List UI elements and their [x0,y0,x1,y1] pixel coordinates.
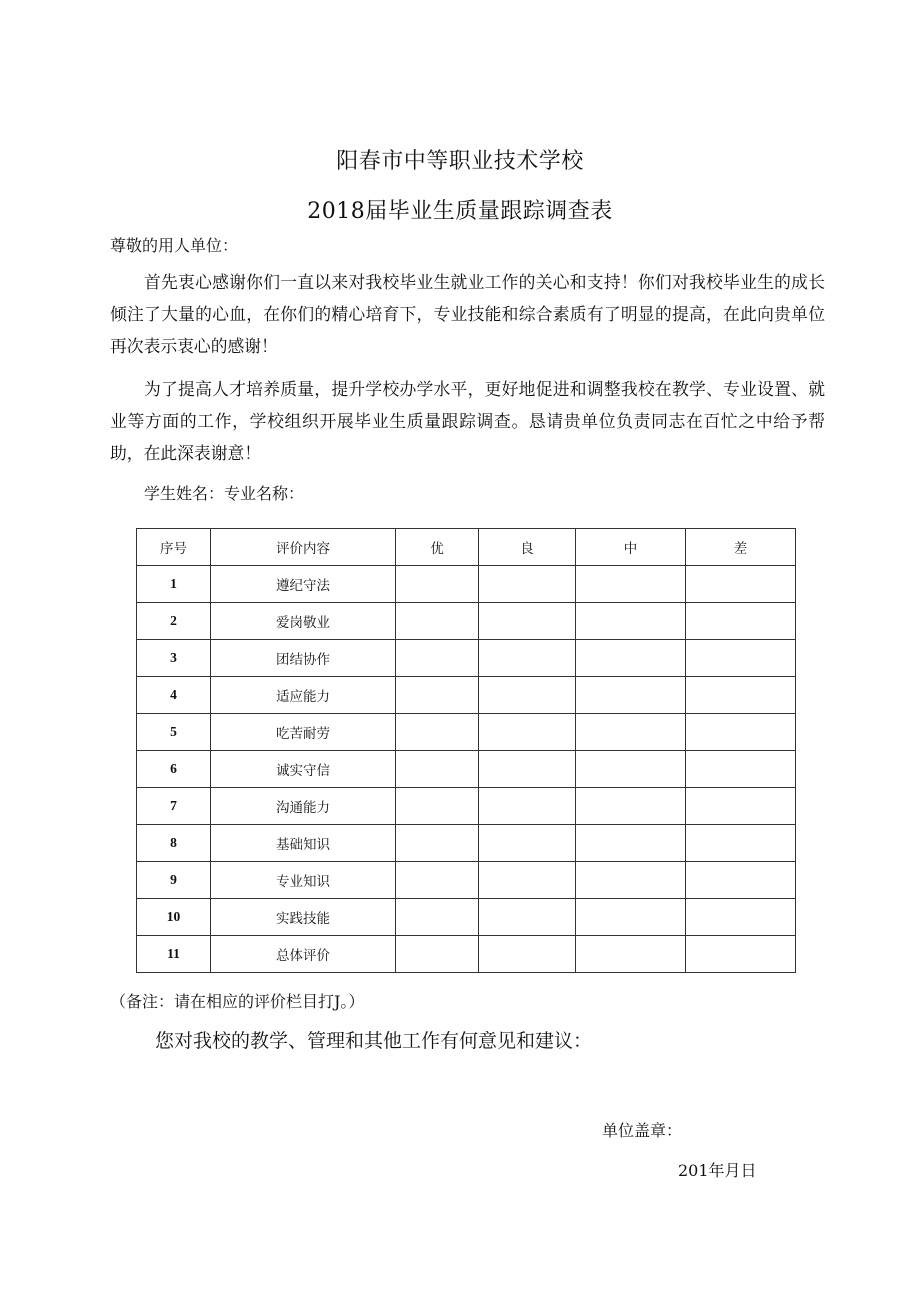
rating-poor-cell[interactable] [686,825,796,862]
rating-poor-cell[interactable] [686,788,796,825]
row-item: 实践技能 [211,899,396,936]
rating-good-cell[interactable] [479,603,576,640]
salutation: 尊敬的用人单位： [110,236,239,255]
table-row [137,899,796,936]
rating-good-cell[interactable] [479,788,576,825]
rating-good-cell[interactable] [479,825,576,862]
rating-good-cell[interactable] [479,751,576,788]
row-number: 1 [137,566,211,603]
rating-good-cell[interactable] [479,714,576,751]
row-number: 3 [137,640,211,677]
table-row [137,677,796,714]
rating-average-cell[interactable] [576,603,686,640]
row-item: 吃苦耐劳 [211,714,396,751]
purpose-paragraph: 为了提高人才培养质量，提升学校办学水平，更好地促进和调整我校在教学、专业设置、就业等方面的工作，学校组织开展毕业生质量跟踪调查。恳请贵单位负责同志在百忙之中给予帮助，在此深表谢意！ [110,379,825,463]
rating-average-cell[interactable] [576,640,686,677]
rating-excellent-cell[interactable] [396,751,479,788]
evaluation-table [136,528,796,973]
header-good: 良 [479,529,576,566]
rating-good-cell[interactable] [479,640,576,677]
date-label: 201年月日 [678,1161,757,1180]
student-info-line: 学生姓名：专业名称： [144,484,305,503]
row-number: 9 [137,862,211,899]
company-seal-label: 单位盖章： [602,1121,683,1140]
rating-excellent-cell[interactable] [396,899,479,936]
rating-excellent-cell[interactable] [396,825,479,862]
header-excellent: 优 [396,529,479,566]
rating-poor-cell[interactable] [686,899,796,936]
row-item: 总体评价 [211,936,396,973]
rating-poor-cell[interactable] [686,640,796,677]
row-item: 基础知识 [211,825,396,862]
header-number: 序号 [137,529,211,566]
rating-average-cell[interactable] [576,714,686,751]
row-item: 诚实守信 [211,751,396,788]
school-name: 阳春市中等职业技术学校 [336,149,584,174]
table-row [137,566,796,603]
rating-excellent-cell[interactable] [396,603,479,640]
header-poor: 差 [686,529,796,566]
rating-good-cell[interactable] [479,936,576,973]
table-row [137,714,796,751]
row-number: 10 [137,899,211,936]
row-number: 2 [137,603,211,640]
rating-average-cell[interactable] [576,566,686,603]
rating-excellent-cell[interactable] [396,677,479,714]
table-note: （备注：请在相应的评价栏目打J。） [110,992,365,1011]
rating-excellent-cell[interactable] [396,936,479,973]
rating-good-cell[interactable] [479,677,576,714]
row-item: 适应能力 [211,677,396,714]
rating-average-cell[interactable] [576,825,686,862]
rating-excellent-cell[interactable] [396,788,479,825]
rating-excellent-cell[interactable] [396,566,479,603]
table-row [137,603,796,640]
rating-average-cell[interactable] [576,936,686,973]
rating-good-cell[interactable] [479,899,576,936]
rating-poor-cell[interactable] [686,936,796,973]
row-item: 团结协作 [211,640,396,677]
rating-excellent-cell[interactable] [396,640,479,677]
rating-excellent-cell[interactable] [396,862,479,899]
rating-average-cell[interactable] [576,862,686,899]
row-item: 遵纪守法 [211,566,396,603]
rating-excellent-cell[interactable] [396,714,479,751]
rating-poor-cell[interactable] [686,862,796,899]
table-row [137,936,796,973]
rating-average-cell[interactable] [576,899,686,936]
rating-poor-cell[interactable] [686,566,796,603]
table-header-row [137,529,796,566]
row-number: 6 [137,751,211,788]
rating-good-cell[interactable] [479,566,576,603]
table-row [137,825,796,862]
form-title: 2018届毕业生质量跟踪调查表 [307,199,613,224]
table-row [137,862,796,899]
header-average: 中 [576,529,686,566]
rating-average-cell[interactable] [576,677,686,714]
intro-paragraph: 首先衷心感谢你们一直以来对我校毕业生就业工作的关心和支持！你们对我校毕业生的成长倾注了大量的心血，在你们的精心培育下，专业技能和综合素质有了明显的提高，在此向贵单位再次表示衷心的感谢！ [110,272,825,356]
rating-poor-cell[interactable] [686,751,796,788]
rating-poor-cell[interactable] [686,677,796,714]
row-number: 8 [137,825,211,862]
rating-average-cell[interactable] [576,751,686,788]
row-number: 5 [137,714,211,751]
row-item: 爱岗敬业 [211,603,396,640]
rating-average-cell[interactable] [576,788,686,825]
row-item: 沟通能力 [211,788,396,825]
rating-poor-cell[interactable] [686,603,796,640]
table-row [137,751,796,788]
row-number: 11 [137,936,211,973]
feedback-question: 您对我校的教学、管理和其他工作有何意见和建议： [155,1030,593,1052]
row-item: 专业知识 [211,862,396,899]
table-row [137,640,796,677]
row-number: 4 [137,677,211,714]
table-row [137,788,796,825]
rating-good-cell[interactable] [479,862,576,899]
row-number: 7 [137,788,211,825]
header-content: 评价内容 [211,529,396,566]
rating-poor-cell[interactable] [686,714,796,751]
